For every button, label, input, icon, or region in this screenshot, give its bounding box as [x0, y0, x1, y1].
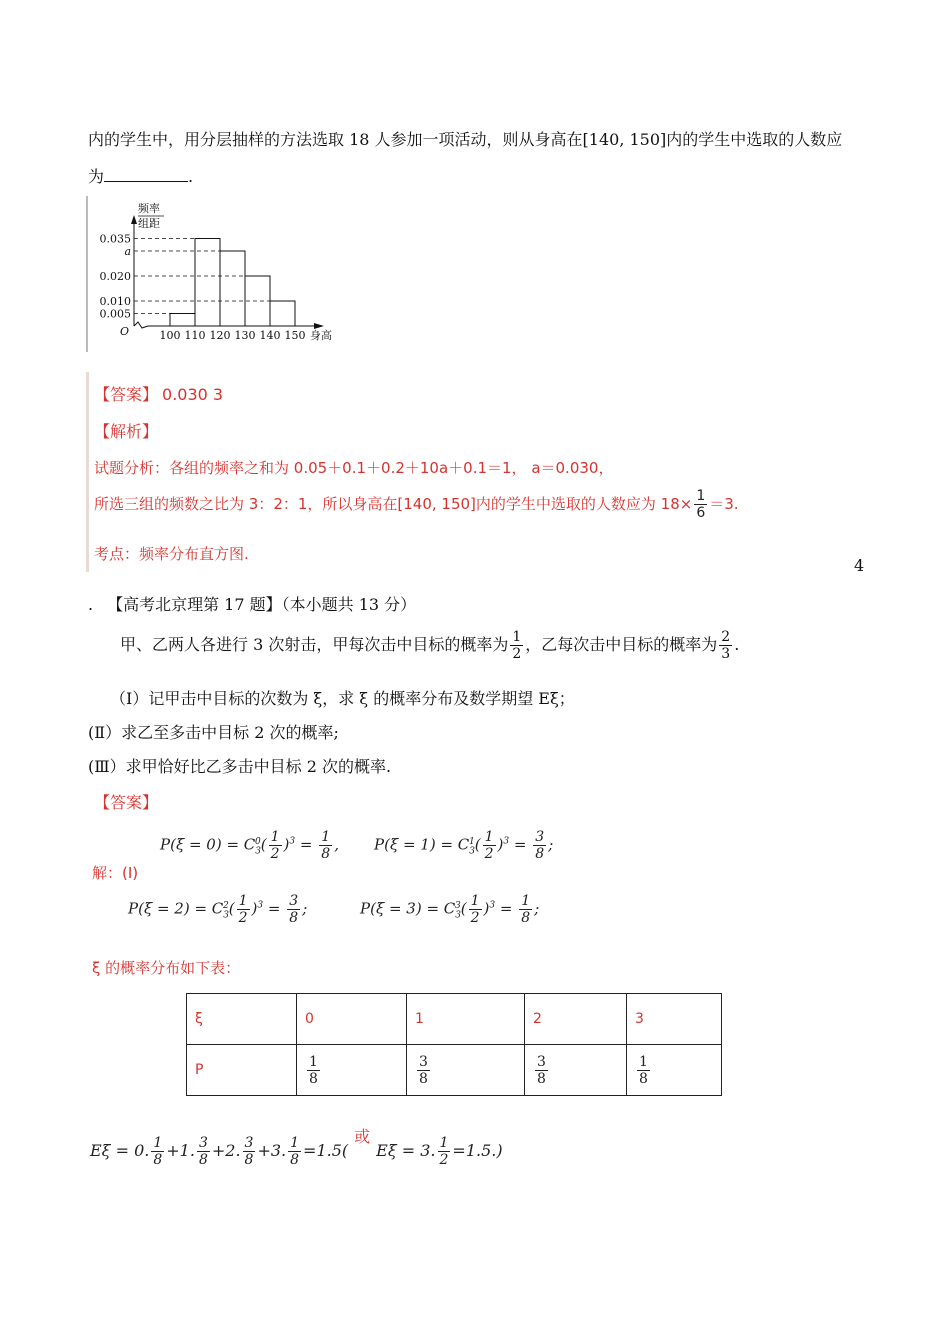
problem4-frac1: $\frac{1}{2}$: [512, 629, 522, 662]
y-tick-label: 0.035: [99, 232, 131, 246]
problem4-stem-prefix: 甲、乙两人各进行 3 次射击，甲每次击中目标的概率为: [120, 635, 509, 654]
problem3-line1: 内的学生中，用分层抽样的方法选取 18 人参加一项活动，则从身高在[140, 150]内的学生中选取的人数应: [88, 130, 843, 149]
distribution-intro: ξ 的概率分布如下表：: [92, 959, 241, 977]
analysis3-tag: 【解析】: [94, 422, 159, 441]
problem4-heading-dot: .: [88, 595, 94, 614]
y-label-bottom: 组距: [138, 217, 160, 230]
answer-blank: [104, 167, 188, 182]
problem4-stem: [120, 630, 739, 661]
problem4-stem-suffix: .: [734, 635, 740, 654]
kaodian3: 考点：频率分布直方图.: [94, 545, 249, 563]
problem4-part1: （Ⅰ）记甲击中目标的次数为 ξ，求 ξ 的概率分布及数学期望 Eξ；: [110, 689, 575, 708]
problem4-part2: (Ⅱ）求乙至多击中目标 2 次的概率;: [88, 723, 339, 742]
histogram-bars: [170, 239, 295, 327]
x-axis-label: 身高: [310, 329, 332, 342]
x-tick-label: 100: [159, 329, 181, 342]
problem4-heading: [88, 592, 416, 615]
answer4-tag: 【答案】: [94, 793, 159, 812]
problem4-heading-text: 【高考北京理第 17 题】（本小题共 13 分）: [107, 595, 417, 614]
table-row: [187, 1045, 722, 1096]
table-cell: $\frac{3}{8}$: [525, 1045, 627, 1096]
analysis3-line2: [94, 489, 739, 520]
answer3-line: [94, 382, 223, 405]
problem3-line2: [88, 164, 193, 187]
y-tick-label: 0.010: [99, 295, 131, 308]
problem4-part3: (Ⅲ）求甲恰好比乙多击中目标 2 次的概率.: [88, 757, 392, 776]
expectation-line: Eξ = 0. $\frac{1}{8}$ +1. $\frac{3}{8}$ +2. $\frac{3}{8}$ +3. $\frac{1}{8}$ =1.5(或Eξ = 3. $\frac{1}{2}$ =1.5.): [90, 1127, 503, 1168]
y-tick-label: a: [124, 245, 131, 258]
prob-xi-3: $P(\xi = 3) = C_3^3$( $\frac{1}{2}$ )$^3$ = $\frac{1}{8}$ ;: [360, 893, 540, 926]
x-tick-label: 150: [284, 329, 306, 342]
histogram-bar: [270, 301, 295, 326]
page-number: 4: [854, 556, 865, 575]
frequency-histogram: [86, 196, 336, 352]
prob-xi-1: $P(\xi = 1) = C_3^1$( $\frac{1}{2}$ )$^3$ = $\frac{3}{8}$ ;: [374, 829, 554, 862]
table-cell: $\frac{3}{8}$: [407, 1045, 525, 1096]
axis-break: [134, 322, 148, 328]
x-tick-labels: [160, 329, 306, 342]
problem4-stem-middle: ，乙每次击中目标的概率为: [525, 635, 718, 654]
analysis3-fraction: $\frac{1}{6}$: [696, 488, 706, 521]
table-cell-header-p: P: [187, 1045, 297, 1096]
solution-label: 解：(Ⅰ): [92, 864, 139, 882]
x-tick-label: 140: [259, 329, 281, 342]
x-tick-label: 120: [209, 329, 231, 342]
or-word: 或: [354, 1127, 371, 1146]
histogram-bar: [170, 314, 195, 327]
histogram-guide-lines: [134, 239, 295, 314]
distribution-table: [186, 993, 722, 1096]
histogram-bar: [220, 251, 245, 326]
table-cell: $\frac{1}{8}$: [297, 1045, 407, 1096]
table-cell: 2: [525, 994, 627, 1045]
histogram-bar: [195, 239, 220, 327]
y-axis-arrow: [131, 215, 137, 224]
table-row: [187, 994, 722, 1045]
prob-xi-2: $P(\xi = 2) = C_3^2$( $\frac{1}{2}$ )$^3$ = $\frac{3}{8}$ ;: [128, 893, 308, 926]
problem3-line2-suffix: .: [188, 167, 194, 186]
x-tick-label: 130: [234, 329, 256, 342]
y-label-top: 频率: [138, 202, 160, 215]
y-tick-label: 0.005: [99, 307, 131, 321]
y-tick-label: 0.020: [99, 270, 131, 283]
table-cell: 0: [297, 994, 407, 1045]
table-cell: 3: [627, 994, 722, 1045]
prob-xi-0: $P(\xi = 0) = C_3^0$( $\frac{1}{2}$ )$^3$ = $\frac{1}{8}$ ,: [160, 829, 339, 862]
analysis3-line2-text: 所选三组的频数之比为 3：2：1，所以身高在[140, 150]内的学生中选取的人数应为 18×: [94, 495, 693, 513]
answer3-value: 0.030 3: [162, 385, 224, 404]
analysis3-line1: 试题分析：各组的频率之和为 0.05＋0.1＋0.2＋10a＋0.1＝1， a＝0.030，: [94, 459, 614, 477]
origin-label: O: [120, 325, 130, 338]
problem3-line2-prefix: 为: [88, 167, 105, 186]
table-cell: $\frac{1}{8}$: [627, 1045, 722, 1096]
table-cell-header-xi: ξ: [187, 994, 297, 1045]
answer3-tag: 【答案】: [94, 385, 159, 404]
table-cell: 1: [407, 994, 525, 1045]
y-tick-labels: [100, 233, 132, 321]
x-tick-label: 110: [184, 329, 206, 342]
analysis3-line2-suffix: ＝3.: [709, 495, 739, 513]
problem4-frac2: $\frac{2}{3}$: [721, 629, 731, 662]
